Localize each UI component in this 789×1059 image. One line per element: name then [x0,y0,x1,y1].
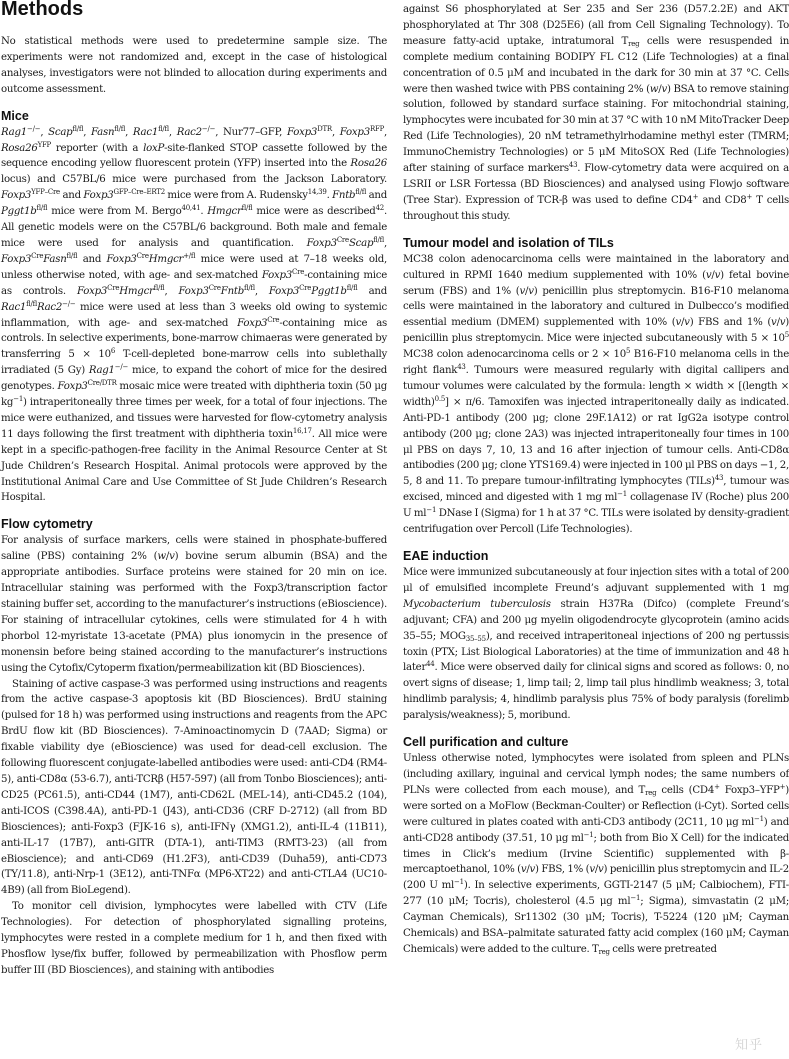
section-heading-eae-induction: EAE induction [403,549,489,563]
culture-paragraph: Unless otherwise noted, lymphocytes were isolated from spleen and PLNs (including axillary, inguinal and cervical lymph nodes; the same numbers of PLNs were collected from each mouse), and $T_{reg}$ cells (CD4+ Foxp3–YFP+) were sorted on a MoFlow (Beckman-Coulter) or Reflection (i-Cyt). Sorted cells were cultured in plates coated with anti-CD3 antibody (2C11, 10 μg $ml^{-1}$) and anti-CD28 antibody (37.51, 10 μg $ml^{-1}$; both from Bio X Cell) for the indicated times in Click’s medium (Irvine Scientific) supplemented with β-mercaptoethanol, 10% (v/v) FBS, 1% (v/v) penicillin plus streptomycin and IL-2 (200 U $ml^{-1}$). In selective experiments, GGTI-2147 (5 μM; Calbiochem), FTI-277 (10 μM; Tocris), cholesterol (4.5 μg $ml^{-1}$; Sigma), simvastatin (2 μM; Cayman Chemicals), Sr11302 (30 μM; Tocris), T-5224 (120 μM; Cayman Chemicals) and BSA–palmitate saturated fatty acid complex (160 μM; Cayman Chemicals) were added to the culture. $T_{reg}$ cells were pretreated [403,753,789,956]
left-column [1,0,387,979]
page-title: Methods [1,0,84,20]
section-heading-mice: Mice [1,108,29,123]
intro-paragraph: No statistical methods were used to predetermine sample size. The experiments were not randomized and, except in the case of histological analyses, investigators were not blinded to allocation during experiments and outcome assessment. [1,36,387,95]
mice-paragraph: Rag1−/−, Scap$^{fl/fl}$, Fasn$^{fl/fl}$, $Rac1^{fl/fl}$, Rac2−/−, Nur77–GFP, $Foxp3^{DTR}$, $Foxp3^{RFP}$, $Rosa26^{YFP}$ reporter (with a loxP-site-flanked STOP cassette followed by the sequence encoding yellow fluorescent protein (YFP) inserted into the Rosa26 locus) and C57BL/6 mice were purchased from the Jackson Laboratory. $Foxp3^{YFP-Cre}$ and $Foxp3^{GFP-Cre-ERT2}$ mice were from A. Rudensky$^{14,39}$. Fntb$^{fl/fl}$ and $Pggt1b^{fl/fl}$ mice were from M. Bergo$^{40,41}$. Hmgcr$^{fl/fl}$ mice were as described$^{42}$. All genetic models were on the C57BL/6 background. Both male and female mice were used for analysis and quantification. $Foxp3^{Cre}Scap^{fl/fl}$, $Foxp3^{Cre}Fasn^{fl/fl}$ and $Foxp3^{Cre}Hmgcr^{+/fl}$ mice were used at 7–18 weeks old, unless otherwise noted, with age- and sex-matched $Foxp3^{Cre}$-containing mice as controls. $Foxp3^{Cre}Hmgcr^{fl/fl}$, $Foxp3^{Cre}Fntb^{fl/fl}$, $Foxp3^{Cre}Pggt1b^{fl/fl}$ and $Rac1^{fl/fl}Rac2^{-/-}$ mice were used at less than 3 weeks old owing to systemic inflammation, with age- and sex-matched $Foxp3^{Cre}$-containing mice as controls. In selective experiments, bone-marrow chimaeras were generated by transferring $5 \times 10^6$ T-cell-depleted bone-marrow cells into sublethally irradiated (5 Gy) Rag1−/− mice, to expand the cohort of mice for the desired genotypes. $Foxp3^{Cre/DTR}$ mosaic mice were treated with diphtheria toxin (50 μg $kg^{-1}$) intraperitoneally three times per week, for a total of four injections. The mice were euthanized, and tissues were harvested for flow-cytometry analysis 11 days following the first treatment with diphtheria toxin$^{16,17}$. All mice were kept in a specific-pathogen-free facility in the Animal Resource Center at St Jude Children’s Research Hospital. Animal protocols were approved by the Institutional Animal Care and Use Committee of St Jude Children’s Research Hospital. [1,124,388,504]
flow-paragraph-3-continued: against S6 phosphorylated at Ser 235 and Ser 236 (D57.2.2E) and AKT phosphorylated at Thr 308 (D25E6) (all from Cell Signaling Technology). To measure fatty-acid uptake, intratumoral $T_{reg}$ cells were resuspended in complete medium containing BODIPY FL C12 (Life Technologies) at a final concentration of 0.5 μM and incubated in the dark for 30 min at 37 °C. Cells were then washed twice with PBS containing 2% (w/v) BSA to remove staining solution, followed by standard surface staining. For mitochondrial staining, lymphocytes were incubated for 30 min at 37 °C with 10 nM MitoTracker Deep Red (Life Technologies), 20 nM tetramethylrhodamine methyl ester (TMRM; ImmunoChemistry Technologies) or 5 μM MitoSOX Red (Life Technologies) after staining of surface markers$^{43}$. Flow-cytometry data were acquired on a LSRII or LSR Fortessa (BD Biosciences) and analysed using Flowjo software (Tree Star). Expression of TCR-β was used to define CD4+ and CD8+ T cells throughout this study. [403,4,789,222]
section-heading-flow-cytometry: Flow cytometry [1,517,93,532]
flow-paragraph-2: Staining of active caspase-3 was performed using instructions and reagents from the active caspase-3 apoptosis kit (BD Biosciences). BrdU staining (pulsed for 18 h) was performed using instructions and reagents from the APC BrdU flow kit (BD Biosciences). 7-Aminoactinomycin D (7AAD; Sigma) or fixable viability dye (eBioscience) was used for dead-cell exclusion. The following fluorescent conjugate-labelled antibodies were used: anti-CD4 (RM4-5), anti-CD8α (53-6.7), anti-TCRβ (H57-597) (all from Tonbo Biosciences); anti-CD25 (PC61.5), anti-CD44 (1M7), anti-CD62L (MEL-14), anti-CD45.2 (104), anti-ICOS (C398.4A), anti-PD-1 (J43), anti-CD36 (CRF D-2712) (all from BD Biosciences); anti-Foxp3 (FJK-16 s), anti-IFNγ (XMG1.2), anti-IL-4 (11B11), anti-IL-17 (17B7), anti-GITR (DTA-1), anti-TIM3 (RMT3-23) (all from eBioscience); and anti-CD69 (H1.2F3), anti-CD39 (Duha59), anti-CD73 (TY/11.8), anti-Nrp-1 (3E12), anti-TNFα (MP6-XT22) and anti-CTLA4 (UC10-4B9) (all from BioLegend). [1,678,387,897]
section-heading-tumour-model: Tumour model and isolation of TILs [403,235,614,250]
eae-paragraph: Mice were immunized subcutaneously at four injection sites with a total of 200 μl of emulsified incomplete Freund’s adjuvant supplemented with 1 mg Mycobacterium tuberculosis strain H37Ra (Difco) (complete Freund’s adjuvant; CFA) and 200 μg myelin oligodendrocyte glycoprotein (amino acids 35–55; $MOG_{35-55}$), and received intraperitoneal injections of 200 ng pertussis toxin (PTX; List Biological Laboratories) at the time of immunization and 48 h later$^{44}$. Mice were observed daily for clinical signs and scored as follows: 0, no overt signs of disease; 1, limp tail; 2, limp tail plus hindlimb weakness; 3, total hindlimb paralysis; 4, hindlimb paralysis plus 75% of body paralysis (forelimb paralysis/weakness); 5, moribund. [403,567,789,722]
watermark: 知乎 [734,1037,763,1052]
flow-paragraph-3: To monitor cell division, lymphocytes were labelled with CTV (Life Technologies). For detection of phosphorylated signalling proteins, lymphocytes were rested in a complete medium for 1 h, and then fixed with Phosflow lyse/fix buffer, followed by permeabilization with Phosflow perm buffer III (BD Biosciences), and staining with antibodies [1,901,387,976]
section-heading-cell-purification: Cell purification and culture [403,735,569,750]
right-column [403,0,789,958]
tumour-paragraph: MC38 colon adenocarcinoma cells were maintained in the laboratory and cultured in RPMI 1640 medium supplemented with 10% (v/v) fetal bovine serum (FBS) and 1% (v/v) penicillin plus streptomycin. B16-F10 melanoma cells were maintained in the laboratory and cultured in Dulbecco’s modified essential medium (DMEM) supplemented with 10% (v/v) FBS and 1% (v/v) penicillin plus streptomycin. Mice were injected subcutaneously with $5 \times 10^5$ MC38 colon adenocarcinoma cells or $2 \times 10^5$ B16-F10 melanoma cells in the right flank$^{43}$. Tumours were measured regularly with digital callipers and tumour volumes were calculated by the formula: length × width × [(length × width)$^{0.5}$] × π/6. Tamoxifen was injected intraperitoneally daily as indicated. Anti-PD-1 antibody (200 μg; clone 29F.1A12) or rat IgG2a isotype control antibody (200 μg; clone 2A3) was injected intraperitoneally four times in 100 μl PBS on days 7, 10, 13 and 16 after injection of tumour cells. Anti-CD8α antibodies (200 μg; clone YTS169.4) were injected in 100 μl PBS on days −1, 2, 5, 8 and 11. To prepare tumour-infiltrating lymphocytes (TILs)$^{43}$, tumour was excised, minced and digested with 1 mg $ml^{-1}$ collagenase IV (Roche) plus 200 U $ml^{-1}$ DNase I (Sigma) for 1 h at 37 °C. TILs were isolated by density-gradient centrifugation over Percoll (Life Technologies). [403,253,789,536]
flow-paragraph-1: For analysis of surface markers, cells were stained in phosphate-buffered saline (PBS) containing 2% (w/v) bovine serum albumin (BSA) and the appropriate antibodies. Surface proteins were stained for 20 min on ice. Intracellular staining was performed with the Foxp3/transcription factor staining buffer set, according to the manufacturer’s instructions (eBioscience). For staining of intracellular cytokines, cells were stimulated for 4 h with phorbol 12-myristate 13-acetate (PMA) plus ionomycin in the presence of monensin before being stained according to the manufacturer’s instructions using the Cytofix/Cytoperm fixation/permeabilization kit (BD Biosciences). [1,535,387,674]
